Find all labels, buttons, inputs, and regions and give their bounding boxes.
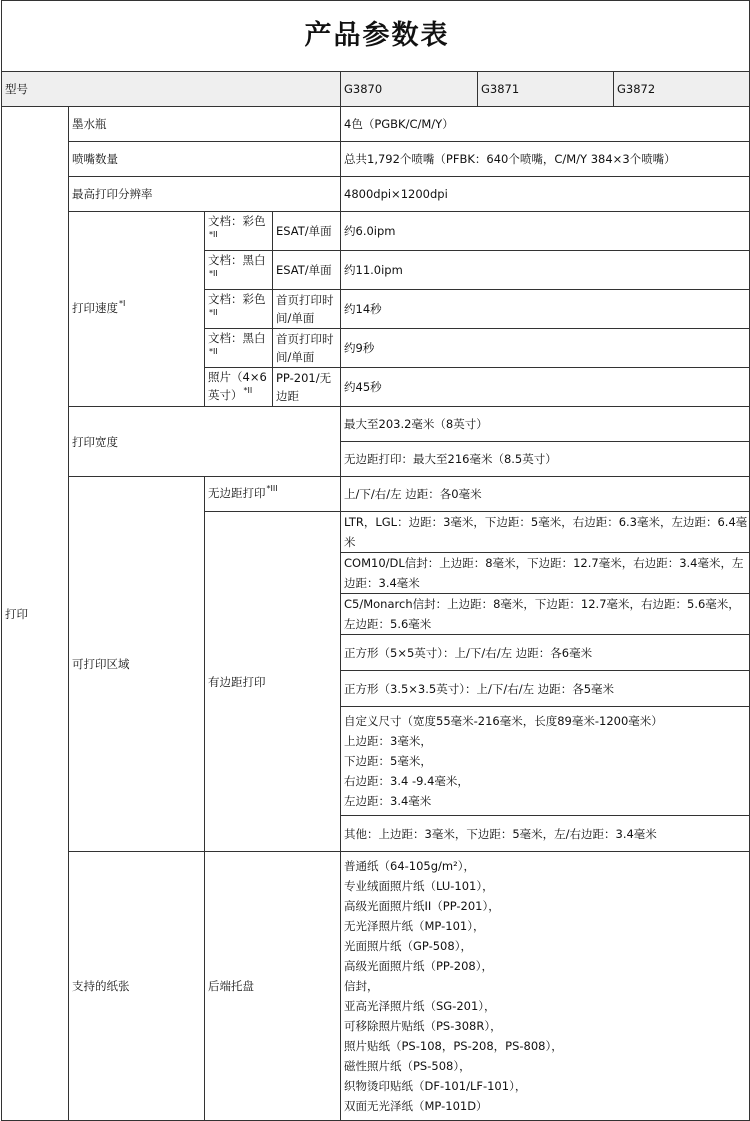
speed-value: 约9秒 (341, 329, 750, 368)
paper-list (341, 852, 750, 1121)
speed-mode: 首页打印时间/单面 (273, 290, 341, 329)
bordered-label: 有边距打印 (205, 512, 341, 852)
list-item: 专业绒面照片纸（LU-101）， (344, 879, 494, 893)
width-label: 打印宽度 (69, 407, 341, 477)
borderless-label: 无边距打印$^{*III}$ (205, 477, 341, 512)
speed-footnote-mark: *I (119, 299, 126, 308)
bordered-value-c5: C5/Monarch信封：上边距：8毫米，下边距：12.7毫米，右边距：5.6毫米，左边距：5.6毫米 (341, 594, 750, 635)
model-g3871: G3871 (478, 72, 614, 107)
nozzle-value: 总共1,792个喷嘴（PFBK：640个喷嘴，C/M/Y 384×3个喷嘴） (341, 142, 750, 177)
speed-doc: 文档：黑白$^{*II}$ (205, 329, 273, 368)
speed-mode: PP-201/无边距 (273, 368, 341, 407)
list-item: 亚高光泽照片纸（SG-201）， (344, 999, 496, 1013)
list-item: 光面照片纸（GP-508）， (344, 939, 472, 953)
bordered-value-com10: COM10/DL信封：上边距：8毫米，下边距：12.7毫米，右边距：3.4毫米，左边距：3.4毫米 (341, 553, 750, 594)
bordered-value-square5: 正方形（5×5英寸）：上/下/右/左 边距：各6毫米 (341, 635, 750, 671)
speed-value: 约14秒 (341, 290, 750, 329)
page-title: 产品参数表 (2, 1, 750, 72)
speed-value: 约11.0ipm (341, 251, 750, 290)
speed-value: 约6.0ipm (341, 212, 750, 251)
list-item: 磁性照片纸（PS-508）， (344, 1059, 471, 1073)
width-max: 最大至203.2毫米（8英寸） (341, 407, 750, 442)
list-item: 普通纸（64-105g/m²）， (344, 859, 475, 873)
speed-doc: 文档：彩色$^{*II}$ (205, 290, 273, 329)
bordered-value-square35: 正方形（3.5×3.5英寸）：上/下/右/左 边距：各5毫米 (341, 671, 750, 707)
resolution-value: 4800dpi×1200dpi (341, 177, 750, 212)
ink-label: 墨水瓶 (69, 107, 341, 142)
list-item: 织物烫印贴纸（DF-101/LF-101）， (344, 1079, 527, 1093)
model-label: 型号 (2, 72, 341, 107)
list-item: 高级光面照片纸II（PP-201）， (344, 899, 500, 913)
list-item: 信封， (344, 979, 379, 993)
resolution-label: 最高打印分辨率 (69, 177, 341, 212)
list-item: 高级光面照片纸（PP-208）， (344, 959, 493, 973)
list-item: 照片贴纸（PS-108，PS-208，PS-808）， (344, 1039, 563, 1053)
width-borderless: 无边距打印：最大至216毫米（8.5英寸） (341, 442, 750, 477)
spec-table (1, 0, 750, 1121)
list-item: 双面无光泽纸（MP-101D） (344, 1099, 488, 1113)
ink-value: 4色（PGBK/C/M/Y） (341, 107, 750, 142)
paper-label: 支持的纸张 (69, 852, 205, 1121)
list-item: 无光泽照片纸（MP-101）， (344, 919, 485, 933)
speed-value: 约45秒 (341, 368, 750, 407)
bordered-value-other: 其他：上边距：3毫米，下边距：5毫米，左/右边距：3.4毫米 (341, 816, 750, 852)
speed-doc: 照片（4×6英寸）$^{*II}$ (205, 368, 273, 407)
paper-tray: 后端托盘 (205, 852, 341, 1121)
speed-mode: 首页打印时间/单面 (273, 329, 341, 368)
bordered-value-ltr: LTR，LGL：边距：3毫米，下边距：5毫米，右边距：6.3毫米，左边距：6.4毫米 (341, 512, 750, 553)
speed-mode: ESAT/单面 (273, 251, 341, 290)
list-item: 可移除照片贴纸（PS-308R）， (344, 1019, 502, 1033)
speed-mode: ESAT/单面 (273, 212, 341, 251)
area-label: 可打印区域 (69, 477, 205, 852)
category-print: 打印 (2, 107, 69, 1121)
model-header-row (2, 72, 750, 107)
speed-label: 打印速度$^{*I}$ (69, 212, 205, 407)
nozzle-label: 喷嘴数量 (69, 142, 341, 177)
borderless-value: 上/下/右/左 边距：各0毫米 (341, 477, 750, 512)
model-g3870: G3870 (341, 72, 478, 107)
speed-doc: 文档：黑白$^{*II}$ (205, 251, 273, 290)
bordered-value-custom: 自定义尺寸（宽度55毫米-216毫米，长度89毫米-1200毫米） 上边距：3毫米， 下边距：5毫米， 右边距：3.4 -9.4毫米， 左边距：3.4毫米 (341, 707, 750, 816)
speed-doc: 文档：彩色$^{*II}$ (205, 212, 273, 251)
model-g3872: G3872 (614, 72, 750, 107)
